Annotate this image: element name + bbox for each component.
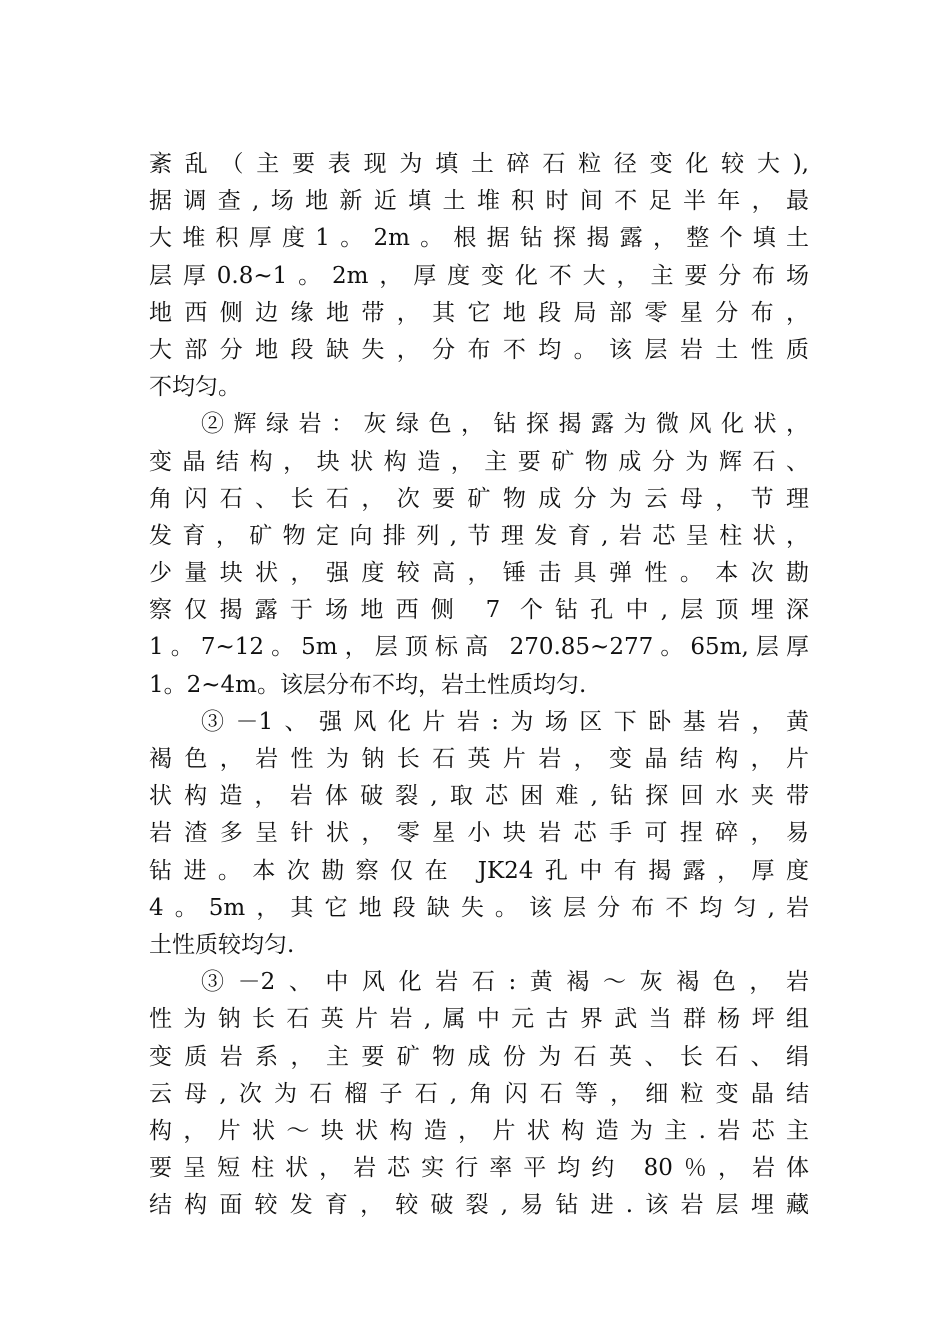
text-line: 紊乱（主要表现为填土碎石粒径变化较大), — [149, 151, 809, 177]
text-line: 钻进。本次勘察仅在 JK24孔中有揭露，厚度 — [149, 857, 809, 884]
text-line: 岩渣多呈针状，零星小块岩芯手可捏碎，易 — [149, 820, 809, 847]
text-line: 层厚0.8~1。2m，厚度变化不大，主要分布场 — [149, 262, 809, 289]
text-line: ②辉绿岩：灰绿色，钻探揭露为微风化状， — [201, 411, 809, 438]
text-line: 结构面较发育，较破裂,易钻进.该岩层埋藏 — [149, 1192, 809, 1219]
text-line: 性为钠长石英片岩,属中元古界武当群杨坪组 — [149, 1006, 809, 1033]
text-line: 要呈短柱状，岩芯实行率平均约 80％，岩体 — [149, 1155, 809, 1182]
text-line: 褐色，岩性为钠长石英片岩，变晶结构，片 — [149, 746, 809, 772]
text-line: 云母,次为石榴子石,角闪石等，细粒变晶结 — [149, 1080, 809, 1107]
text-line: 1。2~4m。该层分布不均，岩土性质均匀. — [149, 671, 587, 698]
text-line: 大堆积厚度1。2m。根据钻探揭露，整个填土 — [149, 225, 809, 252]
text-line: 据调查,场地新近填土堆积时间不足半年，最 — [149, 188, 809, 215]
text-line: 构，片状～块状构造，片状构造为主.岩芯主 — [149, 1117, 809, 1144]
text-line: 少量块状，强度较高，锤击具弹性。本次勘 — [149, 560, 809, 587]
text-line: 察仅揭露于场地西侧 7 个钻孔中,层顶埋深 — [149, 597, 809, 624]
text-line: 发育，矿物定向排列,节理发育,岩芯呈柱状， — [149, 522, 809, 549]
text-line: 土性质较均匀. — [149, 931, 295, 958]
text-line: 不均匀。 — [149, 374, 241, 401]
text-line: 状构造，岩体破裂,取芯困难,钻探回水夹带 — [149, 783, 809, 810]
text-line: ③－2、中风化岩石:黄褐～灰褐色，岩 — [201, 969, 809, 996]
text-line: 大部分地段缺失，分布不均。该层岩土性质 — [149, 336, 809, 363]
text-line: 4。5m，其它地段缺失。该层分布不均匀,岩 — [149, 894, 809, 921]
text-line: 地西侧边缘地带，其它地段局部零星分布， — [149, 299, 809, 326]
text-line: 变质岩系，主要矿物成份为石英、长石、绢 — [149, 1043, 809, 1070]
text-line: 1。7~12。5m，层顶标高 270.85~277。65m,层厚 — [149, 634, 809, 661]
text-line: 角闪石、长石，次要矿物成分为云母，节理 — [149, 485, 809, 512]
text-line: ③－1、强风化片岩:为场区下卧基岩，黄 — [201, 708, 809, 735]
body-text — [149, 146, 809, 1224]
text-line: 变晶结构，块状构造，主要矿物成分为辉石、 — [149, 448, 809, 475]
